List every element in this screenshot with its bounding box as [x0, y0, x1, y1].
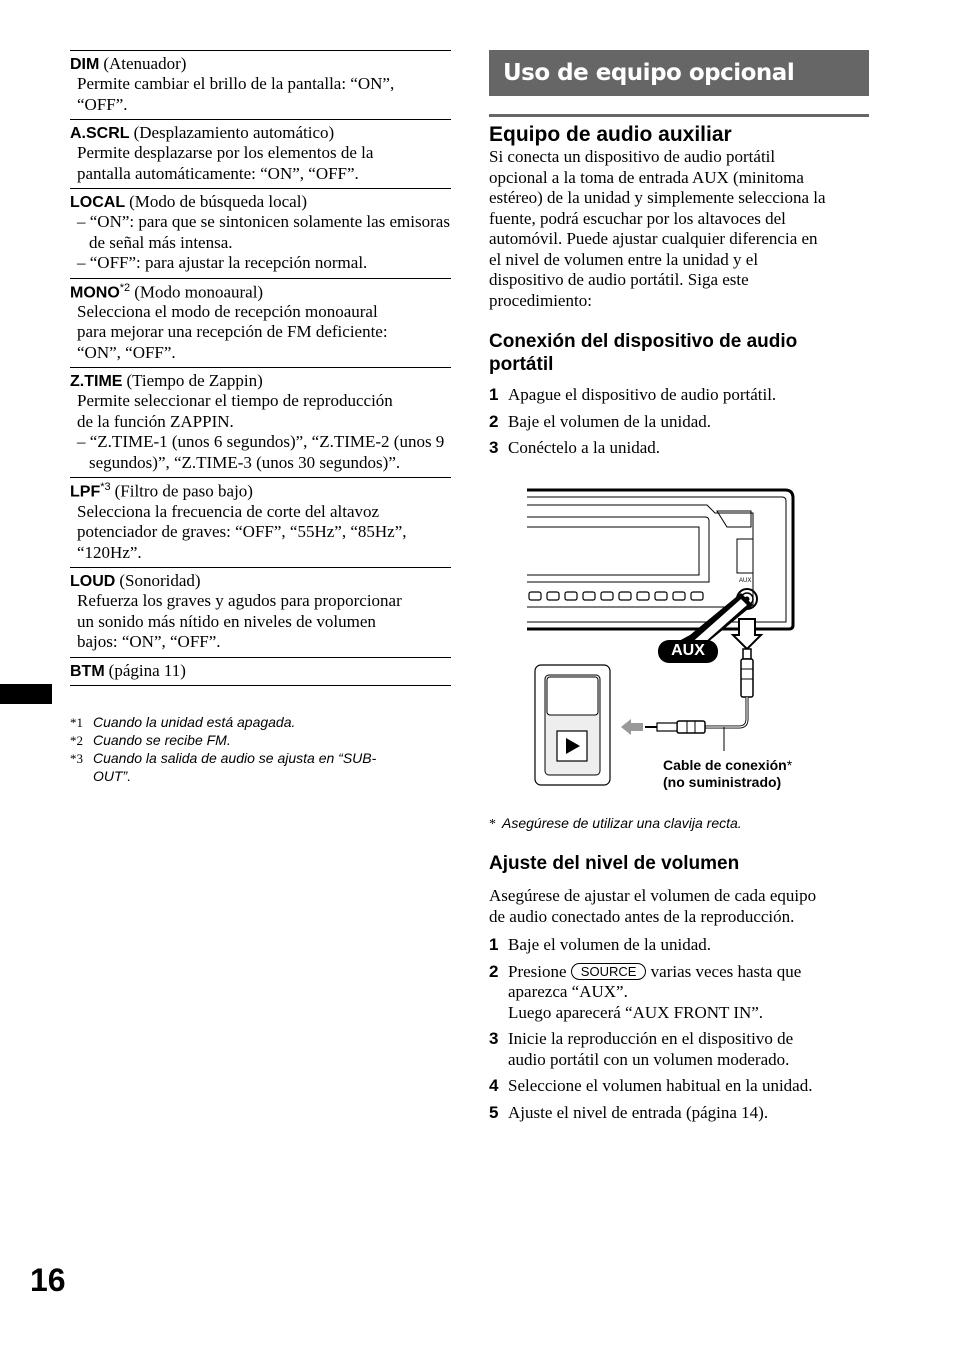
volume-section: [489, 852, 869, 1129]
heading-volume: Ajuste del nivel de volumen: [489, 853, 740, 874]
step: 1 Baje el volumen de la unidad.: [489, 935, 711, 954]
desc-line: bajos: “ON”, “OFF”.: [77, 632, 221, 652]
desc-line: un sonido más nítido en niveles de volumen: [77, 611, 376, 631]
gloss: (Tiempo de Zappin): [126, 371, 263, 391]
desc-line: Refuerza los graves y agudos para proporcionar: [77, 591, 402, 611]
entry-ztime: [70, 367, 451, 477]
entry-dim: [70, 50, 451, 119]
step: 1 Apague el dispositivo de audio portátil.: [489, 385, 777, 404]
page-number: 16: [30, 1262, 66, 1298]
step: 2 Baje el volumen de la unidad.: [489, 411, 711, 431]
desc-line: Permite desplazarse por los elementos de la: [77, 143, 374, 162]
gloss: (Atenuador): [103, 54, 187, 73]
gloss: (Sonoridad): [119, 571, 201, 591]
aux-jack-label: AUX: [739, 578, 752, 584]
footnote: *3 Cuando la salida de audio se ajusta en “SUB-: [70, 750, 377, 766]
cable-label: Cable de conexión* (no suministrado): [663, 757, 793, 790]
source-button: SOURCE: [571, 963, 647, 980]
term: LPF: [70, 483, 101, 501]
term: DIM: [70, 56, 100, 73]
desc-line: “OFF”.: [77, 94, 128, 114]
desc-line: Selecciona el modo de recepción monoaural: [77, 301, 378, 321]
footnote: OUT”.: [93, 768, 132, 784]
term: MONO: [70, 283, 120, 301]
gloss: (Modo de búsqueda local): [129, 192, 308, 211]
desc-line: Permite seleccionar el tiempo de reproducción: [77, 391, 393, 411]
option-item: – “Z.TIME-1 (unos 6 segundos)”, “Z.TIME-2 (unos 9 segundos)”, “Z.TIME-3 (unos 30 segundos)”.: [77, 432, 445, 472]
term: LOCAL: [70, 194, 126, 211]
gloss: (Filtro de paso bajo): [114, 481, 253, 501]
connection-diagram: [527, 487, 797, 792]
connection-steps: [489, 385, 869, 459]
desc-line: Selecciona la frecuencia de corte del altavoz: [77, 501, 380, 521]
section-tab-marker: [0, 684, 52, 704]
entry-mono: [70, 278, 451, 368]
term: BTM: [70, 662, 105, 680]
entry-ascrl: [70, 119, 451, 188]
entry-local: [70, 188, 451, 278]
desc-line: potenciador de graves: “OFF”, “55Hz”, “85Hz”,: [77, 522, 407, 542]
term: LOUD: [70, 573, 116, 591]
entry-btm: [70, 657, 451, 686]
desc-line: de la función ZAPPIN.: [77, 411, 234, 431]
gloss: (Modo monoaural): [134, 281, 264, 301]
desc-line: Permite cambiar el brillo de la pantalla: “ON”,: [77, 74, 395, 93]
desc-line: “120Hz”.: [77, 542, 142, 562]
head-unit-illustration: [527, 487, 797, 792]
option-item: – “OFF”: para ajustar la recepción normal.: [77, 253, 368, 272]
right-column: [489, 50, 869, 465]
heading-connection: Conexión del dispositivo de audio portátil: [489, 331, 798, 375]
entry-lpf: [70, 477, 451, 567]
step: 3 Conéctelo a la unidad.: [489, 438, 661, 457]
term: Z.TIME: [70, 373, 123, 391]
gloss: (Desplazamiento automático): [133, 123, 335, 142]
footnote: *2 Cuando se recibe FM.: [70, 732, 231, 748]
desc-line: “ON”, “OFF”.: [77, 342, 176, 362]
section-title: Uso de equipo opcional: [489, 50, 869, 96]
intro-paragraph: Si conecta un dispositivo de audio portátil opcional a la toma de entrada AUX (minitoma estéreo) de la unidad y simplemente selecciona la fuente, podrá escuchar por los altavoces del automóvil. Puede ajustar cualquier diferencia en el nivel de volumen entre la unidad y el dispositivo de audio portátil. Siga este procedimiento:: [489, 147, 826, 310]
desc-line: pantalla automáticamente: “ON”, “OFF”.: [77, 163, 359, 183]
term: A.SCRL: [70, 125, 130, 142]
asterisk-note: * Asegúrese de utilizar una clavija recta.: [489, 815, 742, 832]
footnote-ref: *2: [119, 281, 131, 294]
heading-aux: Equipo de audio auxiliar: [489, 123, 732, 146]
section-rule: [489, 114, 869, 117]
step: 3 Inicie la reproducción en el dispositivo de audio portátil con un volumen moderado.: [489, 1029, 794, 1069]
gloss: (página 11): [108, 660, 186, 680]
volume-intro: Asegúrese de ajustar el volumen de cada equipo de audio conectado antes de la reproducción.: [489, 886, 817, 926]
step: 5 Ajuste el nivel de entrada (página 14).: [489, 1102, 769, 1122]
footnote-ref: *3: [100, 481, 111, 494]
option-item: – “ON”: para que se sintonicen solamente las emisoras de señal más intensa.: [77, 212, 450, 252]
settings-list: [70, 50, 451, 686]
step: 2 Presione SOURCE varias veces hasta que aparezca “AUX”. Luego aparecerá “AUX FRONT IN”.: [489, 961, 802, 1022]
desc-line: para mejorar una recepción de FM deficiente:: [77, 322, 388, 342]
footnote: *1 Cuando la unidad está apagada.: [70, 714, 296, 730]
volume-steps: [489, 935, 869, 1123]
aux-badge: AUX: [671, 642, 705, 659]
entry-loud: [70, 567, 451, 657]
step: 4 Seleccione el volumen habitual en la unidad.: [489, 1076, 813, 1095]
